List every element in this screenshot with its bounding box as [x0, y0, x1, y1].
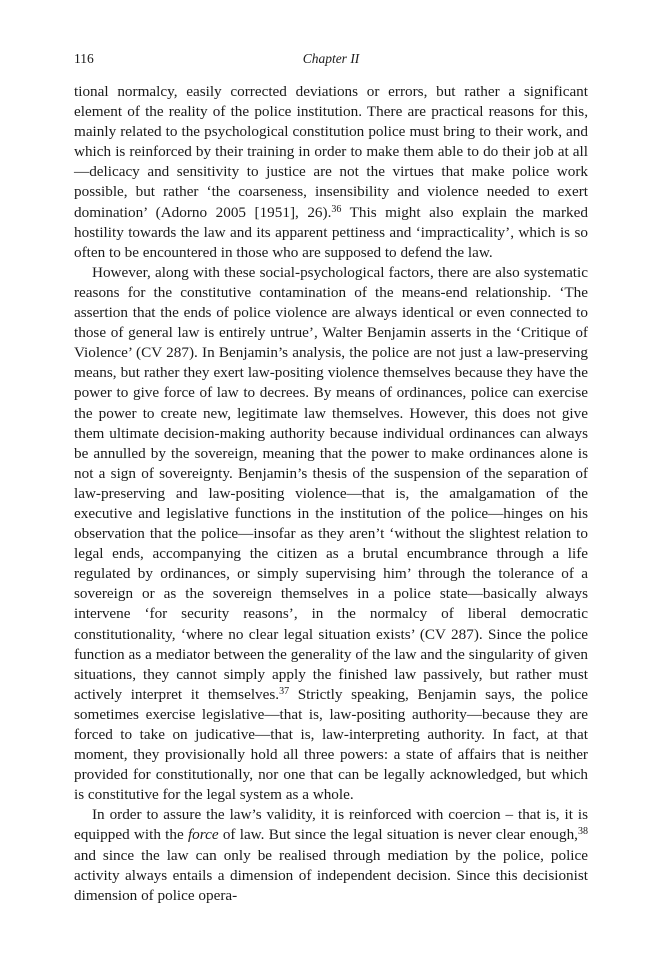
italic-force: force [187, 826, 219, 844]
paragraph-1-text-a: tional normalcy, easily corrected deviations or errors, but rather a significant element of the reality of the police institution. There are practical reasons for this, mainly related to the psychological constitution police must bring to their work, and which is reinforced by their training in order to make them able to do their job at all—delicacy and sensitivity to justice are not the virtues that make police work possible, but rather ‘the coarseness, insensibility and violence needed to exert domination’ (Adorno 2005 [1951], 26). [74, 83, 588, 221]
paragraph-3-text-b: of law. But since the legal situation is never clear enough, [218, 826, 578, 844]
chapter-title: Chapter II [302, 51, 360, 66]
paragraph-3-text-c: and since the law can only be realised through mediation by the police, police activity always entails a dimension of independent decision. Since this decisionist dimension of police opera- [74, 846, 588, 904]
paragraph-1-text-b: This might also explain the marked hostility towards the law and its apparent pettiness and ‘impracticality’, which is so often to be encountered in those who are supposed to defend the law. [74, 203, 588, 261]
paragraph-2-text-a: However, along with these social-psychological factors, there are also systematic reasons for the constitutive contamination of the means-end relationship. ‘The assertion that the ends of police violence are always identical or even connected to those of general law is entirely untrue’, Walter Benjamin asserts in the ‘Critique of Violence’ (CV 287). In Benjamin’s analysis, the police are not just a law-preserving means, but rather they exert law-positing violence themselves because they have the power to give force of law to decrees. By means of ordinances, police can exercise the power to create new, legitimate law themselves. However, this does not give them ultimate decision-making authority because individual ordinances can always be annulled by the sovereign, meaning that the power to make ordinances alone is not a sign of sovereignty. Benjamin’s thesis of the suspension of the separation of law-preserving and law-positing violence—that is, the amalgamation of the executive and legislative functions in the institution of the police—hinges on his observation that the police—insofar as they aren’t ‘without the slightest relation to legal ends, accompanying the citizen as a brutal encumbrance through a life regulated by ordinances, or simply supervising him’ through the tolerance of a sovereign or as the sovereign themselves in a police state—basically always intervene ‘for security reasons’, in the normalcy of liberal democratic constitutionality, ‘where no clear legal situation exists’ (CV 287). Since the police function as a mediator between the generality of the law and the singularity of given situations, they cannot simply apply the finished law passively, but rather must actively interpret it themselves. [74, 263, 588, 703]
page-number: 116 [74, 51, 94, 66]
paragraph-1 [74, 82, 588, 263]
book-page [74, 48, 588, 906]
footnote-ref-38[interactable]: 38 [577, 826, 588, 838]
footnote-ref-37[interactable]: 37 [279, 685, 290, 697]
paragraph-3-text-a: In order to assure the law’s validity, it is reinforced with coercion – that is, it is equipped with the [74, 806, 588, 844]
running-head [74, 48, 588, 70]
paragraph-2-text-b: Strictly speaking, Benjamin says, the police sometimes exercise legislative—that is, law-positing authority—because they are forced to take on judicative—that is, law-interpreting authority. In fact, at that moment, they provisionally hold all three powers: a state of affairs that is neither provided for constitutionally, nor one that can be legally acknowledged, but which is constitutive for the legal system as a whole. [74, 685, 589, 804]
paragraph-3 [74, 805, 588, 905]
body-text [74, 82, 588, 906]
footnote-ref-36[interactable]: 36 [331, 203, 342, 215]
paragraph-2 [74, 263, 588, 806]
